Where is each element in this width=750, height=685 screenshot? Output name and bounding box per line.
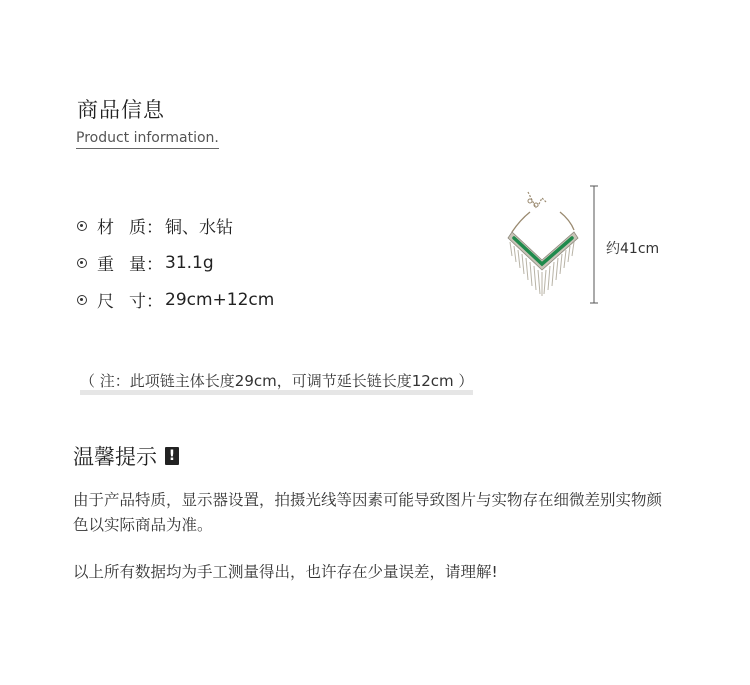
- tips-title: [73, 441, 179, 471]
- tips-title-text: 温馨提示: [73, 445, 157, 469]
- exclamation-icon: !: [165, 447, 179, 465]
- spec-label: 材 质：: [97, 218, 163, 238]
- section-title-cn: 商品信息: [77, 98, 165, 122]
- tips-paragraph-2: 以上所有数据均为手工测量得出，也许存在少量误差，请理解!: [73, 563, 498, 581]
- bullet-icon: [77, 258, 87, 268]
- spec-row-size: [77, 281, 274, 318]
- spec-label: 重 量：: [97, 255, 163, 275]
- bullet-icon: [77, 295, 87, 305]
- spec-row-weight: [77, 244, 274, 281]
- dimension-label: 约41cm: [606, 241, 660, 257]
- spec-list: [77, 207, 274, 318]
- spec-value: 31.1g: [165, 252, 214, 273]
- tips-paragraph-1: 由于产品特质，显示器设置，拍摄光线等因素可能导致图片与实物存在细微差别实物颜色以实际商品为准。: [73, 491, 663, 534]
- section-title-en: Product information.: [76, 130, 219, 149]
- note-text: （ 注：此项链主体长度29cm，可调节延长链长度12cm ）: [80, 370, 473, 395]
- bullet-icon: [77, 221, 87, 231]
- spec-row-material: [77, 207, 274, 244]
- spec-value: 铜、水钻: [165, 218, 233, 238]
- spec-value: 29cm+12cm: [165, 289, 275, 310]
- spec-label: 尺 寸：: [97, 292, 163, 312]
